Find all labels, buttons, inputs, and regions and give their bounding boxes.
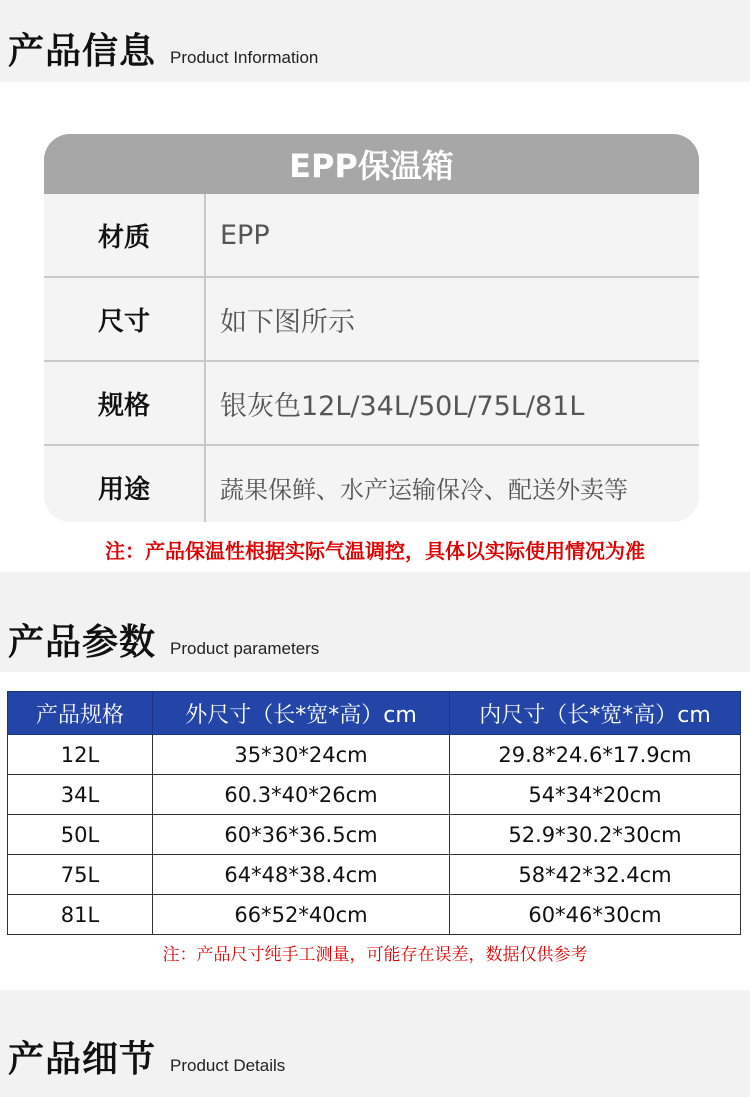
section-title-en: Product parameters [170, 639, 320, 658]
cell-spec: 34L [8, 775, 153, 815]
info-row-usage [44, 444, 699, 522]
info-value: 蔬果保鲜、水产运输保冷、配送外卖等 [220, 475, 628, 504]
section-title-cn: 产品参数 [8, 622, 157, 663]
section-title-product-details [8, 1039, 286, 1080]
info-label: 尺寸 [44, 278, 206, 360]
section-title-product-params [8, 622, 320, 663]
header-cell-inner-size: 内尺寸（长*宽*高）cm [450, 692, 741, 735]
insulation-note: 注：产品保温性根据实际气温调控，具体以实际使用情况为准 [105, 539, 645, 563]
info-label: 规格 [44, 362, 206, 444]
params-table [7, 691, 741, 935]
info-value: 如下图所示 [220, 306, 355, 338]
cell-inner-size: 58*42*32.4cm [450, 855, 741, 895]
info-row-material [44, 194, 699, 276]
cell-spec: 12L [8, 735, 153, 775]
table-row [8, 775, 741, 815]
cell-spec: 75L [8, 855, 153, 895]
info-card-header: EPP保温箱 [44, 134, 699, 194]
cell-inner-size: 54*34*20cm [450, 775, 741, 815]
header-cell-outer-size: 外尺寸（长*宽*高）cm [153, 692, 450, 735]
info-label: 材质 [44, 194, 206, 276]
info-value: 银灰色12L/34L/50L/75L/81L [220, 390, 585, 422]
table-row [8, 815, 741, 855]
header-cell-spec: 产品规格 [8, 692, 153, 735]
cell-spec: 50L [8, 815, 153, 855]
measurement-note: 注：产品尺寸纯手工测量，可能存在误差，数据仅供参考 [162, 945, 588, 965]
info-row-size [44, 276, 699, 360]
section-title-cn: 产品细节 [8, 1039, 157, 1080]
info-label: 用途 [44, 446, 206, 522]
table-row [8, 895, 741, 935]
product-info-card [44, 134, 699, 522]
table-header-row [8, 692, 741, 735]
info-value: EPP [220, 219, 270, 251]
section-title-product-info [8, 31, 319, 72]
cell-spec: 81L [8, 895, 153, 935]
table-row [8, 735, 741, 775]
section-title-cn: 产品信息 [8, 31, 157, 72]
cell-outer-size: 60.3*40*26cm [153, 775, 450, 815]
cell-outer-size: 66*52*40cm [153, 895, 450, 935]
info-row-spec [44, 360, 699, 444]
cell-inner-size: 60*46*30cm [450, 895, 741, 935]
table-row [8, 855, 741, 895]
cell-inner-size: 52.9*30.2*30cm [450, 815, 741, 855]
cell-outer-size: 35*30*24cm [153, 735, 450, 775]
section-title-en: Product Information [170, 48, 319, 67]
cell-inner-size: 29.8*24.6*17.9cm [450, 735, 741, 775]
section-title-en: Product Details [170, 1056, 286, 1075]
cell-outer-size: 64*48*38.4cm [153, 855, 450, 895]
cell-outer-size: 60*36*36.5cm [153, 815, 450, 855]
